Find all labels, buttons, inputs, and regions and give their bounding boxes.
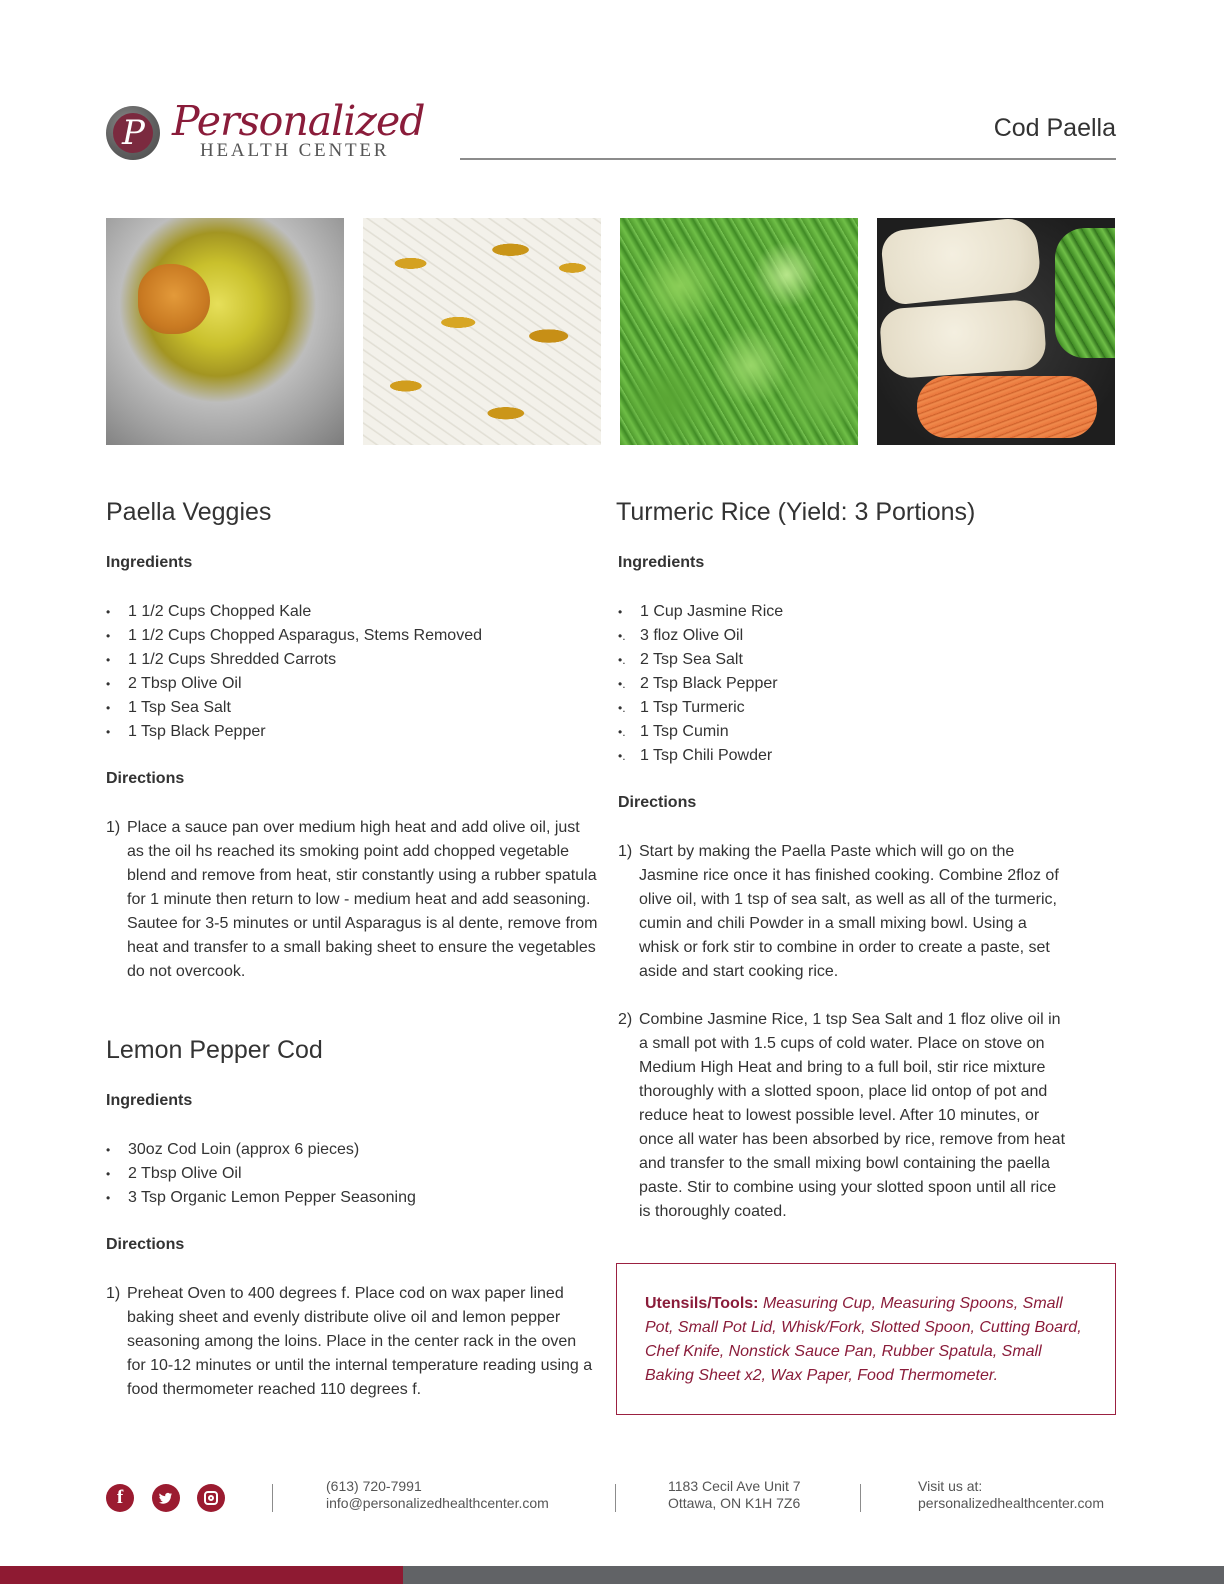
footer-divider [272, 1484, 273, 1512]
chopped-kale-photo [620, 218, 858, 445]
list-item: • 1 Tsp Black Pepper [106, 723, 266, 740]
website-link[interactable]: personalizedhealthcenter.com [918, 1495, 1105, 1511]
footer-website [918, 1478, 1104, 1512]
turmeric-rice-ingredients-label: Ingredients [618, 554, 705, 571]
logo-script-text: Personalized [172, 97, 425, 145]
address-line-1: 1183 Cecil Ave Unit 7 [668, 1478, 801, 1494]
step-number: 2) [618, 1011, 633, 1028]
paella-veggies-ingredient-list [106, 600, 586, 744]
footer-bar-brand [0, 1566, 403, 1584]
turmeric-rice-photo [363, 218, 601, 445]
footer-divider [860, 1484, 861, 1512]
address-line-2: Ottawa, ON K1H 7Z6 [668, 1495, 801, 1511]
twitter-bird-icon [152, 1484, 180, 1512]
logo-mark-icon [106, 106, 160, 160]
logo-subtitle: HEALTH CENTER [200, 140, 390, 161]
utensils-label: Utensils/Tools: [645, 1295, 759, 1312]
list-item: • 2 Tbsp Olive Oil [106, 1165, 242, 1182]
paella-veggies-heading: Paella Veggies [106, 498, 272, 526]
twitter-icon[interactable] [152, 1484, 180, 1512]
list-item: • 3 Tsp Organic Lemon Pepper Seasoning [106, 1189, 416, 1206]
turmeric-rice-heading: Turmeric Rice (Yield: 3 Portions) [616, 498, 976, 526]
step-text: Start by making the Paella Paste which will go on the Jasmine rice once it has finished cooking. Combine 2floz of olive oil, with 1 tsp of sea salt, as well as all of the turmeric, cumin and chili Powder in a small mixing bowl. Using a whisk or fork stir to combine in order to create a paste, set aside and start cooking rice. [639, 843, 1059, 980]
lemon-pepper-cod-ingredient-list [106, 1138, 586, 1210]
step-number: 1) [106, 1285, 121, 1302]
title-divider [460, 158, 1116, 160]
lemon-pepper-cod-directions-label: Directions [106, 1236, 185, 1253]
company-logo [106, 97, 425, 164]
list-item: • 2 Tbsp Olive Oil [106, 675, 242, 692]
visit-label: Visit us at: [918, 1478, 983, 1494]
lemon-pepper-cod-heading: Lemon Pepper Cod [106, 1036, 323, 1064]
recipe-title: Cod Paella [993, 114, 1116, 142]
utensils-text: Measuring Cup, Measuring Spoons, Small Pot, Small Pot Lid, Whisk/Fork, Slotted Spoon, Cutting Board, Chef Knife, Nonstick Sauce Pan, Rubber Spatula, Small Baking Sheet x2, Wax Paper, Food Thermometer. [645, 1295, 1082, 1384]
lemon-pepper-cod-plate-photo [877, 218, 1115, 445]
lemon-pepper-cod-ingredients-label: Ingredients [106, 1092, 193, 1109]
list-item: •. 1 Tsp Cumin [618, 723, 729, 740]
list-item: • 1 Tsp Sea Salt [106, 699, 231, 716]
facebook-icon[interactable]: f [106, 1484, 134, 1512]
oil-and-spice-bowl-photo [106, 218, 344, 445]
lemon-pepper-cod-step-1 [106, 1282, 598, 1402]
instagram-icon[interactable] [197, 1484, 225, 1512]
paella-veggies-directions-label: Directions [106, 770, 185, 787]
paella-veggies-ingredients-label: Ingredients [106, 554, 193, 571]
logo-mark-letter: P [122, 113, 145, 153]
list-item: •. 2 Tsp Black Pepper [618, 675, 778, 692]
list-item: •. 3 floz Olive Oil [618, 627, 744, 644]
turmeric-rice-directions-label: Directions [618, 794, 697, 811]
step-text: Preheat Oven to 400 degrees f. Place cod on wax paper lined baking sheet and evenly distribute olive oil and lemon pepper seasoning among the loins. Place in the center rack in the oven for 10-12 minutes or until the internal temperature reading using a food thermometer reached 110 degrees f. [127, 1285, 593, 1398]
footer-divider [615, 1484, 616, 1512]
turmeric-rice-step-1 [618, 840, 1070, 984]
footer-bar-gray [403, 1566, 1224, 1584]
list-item: •. 2 Tsp Sea Salt [618, 651, 743, 668]
turmeric-rice-step-2 [618, 1008, 1070, 1224]
paella-veggies-step-1 [106, 816, 598, 984]
phone-number: (613) 720-7991 [326, 1478, 422, 1494]
utensils-box [616, 1263, 1116, 1415]
step-text: Place a sauce pan over medium high heat and add olive oil, just as the oil hs reached its smoking point add chopped vegetable blend and remove from heat, stir constantly using a rubber spatula for 1 minute then return to low - medium heat and add seasoning. Sautee for 3-5 minutes or until Asparagus is al dente, remove from heat and transfer to a small baking sheet to ensure the vegetables do not overcook. [127, 819, 598, 980]
list-item: • 1 1/2 Cups Chopped Asparagus, Stems Removed [106, 627, 482, 644]
list-item: • 1 Cup Jasmine Rice [618, 603, 784, 620]
list-item: • 1 1/2 Cups Shredded Carrots [106, 651, 337, 668]
list-item: • 30oz Cod Loin (approx 6 pieces) [106, 1141, 360, 1158]
email-link[interactable]: info@personalizedhealthcenter.com [326, 1495, 549, 1511]
footer-address [668, 1478, 801, 1512]
list-item: • 1 1/2 Cups Chopped Kale [106, 603, 312, 620]
list-item: •. 1 Tsp Turmeric [618, 699, 745, 716]
step-text: Combine Jasmine Rice, 1 tsp Sea Salt and 1 floz olive oil in a small pot with 1.5 cups of cold water. Place on stove on Medium High Heat and bring to a full boil, stir rice mixture thoroughly with a slotted spoon, place lid ontop of pot and reduce heat to lowest possible level. After 10 minutes, or once all water has been absorbed by rice, remove from heat and transfer to the small mixing bowl containing the paella paste. Stir to combine using your slotted spoon until all rice is thoroughly coated. [639, 1011, 1066, 1220]
list-item: •. 1 Tsp Chili Powder [618, 747, 773, 764]
turmeric-rice-ingredient-list [618, 600, 1098, 768]
footer-contact [326, 1478, 549, 1512]
step-number: 1) [106, 819, 121, 836]
step-number: 1) [618, 843, 633, 860]
